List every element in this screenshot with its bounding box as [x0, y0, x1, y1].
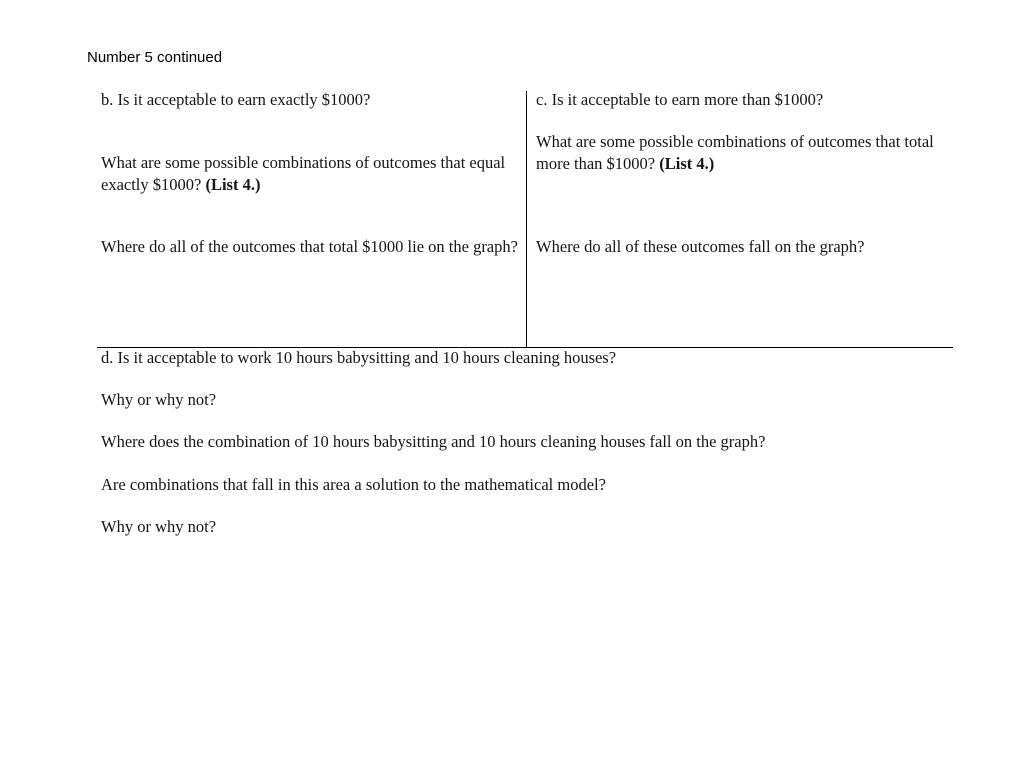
section-c-list-note: (List 4.) [659, 154, 715, 173]
section-d-question: d. Is it acceptable to work 10 hours babysitting and 10 hours cleaning houses? [101, 348, 617, 367]
page-heading: Number 5 continued [87, 49, 223, 66]
section-c-question: c. Is it acceptable to earn more than $1000? [536, 90, 824, 109]
section-b-combinations-prompt [101, 152, 521, 196]
section-c-graph-question: Where do all of these outcomes fall on the graph? [536, 237, 865, 256]
section-b-list-note: (List 4.) [205, 175, 261, 194]
column-divider [526, 91, 527, 347]
section-d-solution-question: Are combinations that fall in this area a solution to the mathematical model? [101, 475, 606, 494]
section-d-graph-question: Where does the combination of 10 hours babysitting and 10 hours cleaning houses fall on the graph? [101, 432, 766, 451]
section-b-combinations-text: What are some possible combinations of outcomes that equal exactly $1000? [101, 153, 506, 194]
section-c-combinations-prompt [536, 131, 951, 175]
section-d-why-1: Why or why not? [101, 390, 217, 409]
section-b-question: b. Is it acceptable to earn exactly $1000? [101, 90, 371, 109]
section-d-why-2: Why or why not? [101, 517, 217, 536]
section-c-combinations-text: What are some possible combinations of outcomes that total more than $1000? [536, 132, 934, 173]
section-b-graph-question: Where do all of the outcomes that total $1000 lie on the graph? [101, 237, 518, 256]
